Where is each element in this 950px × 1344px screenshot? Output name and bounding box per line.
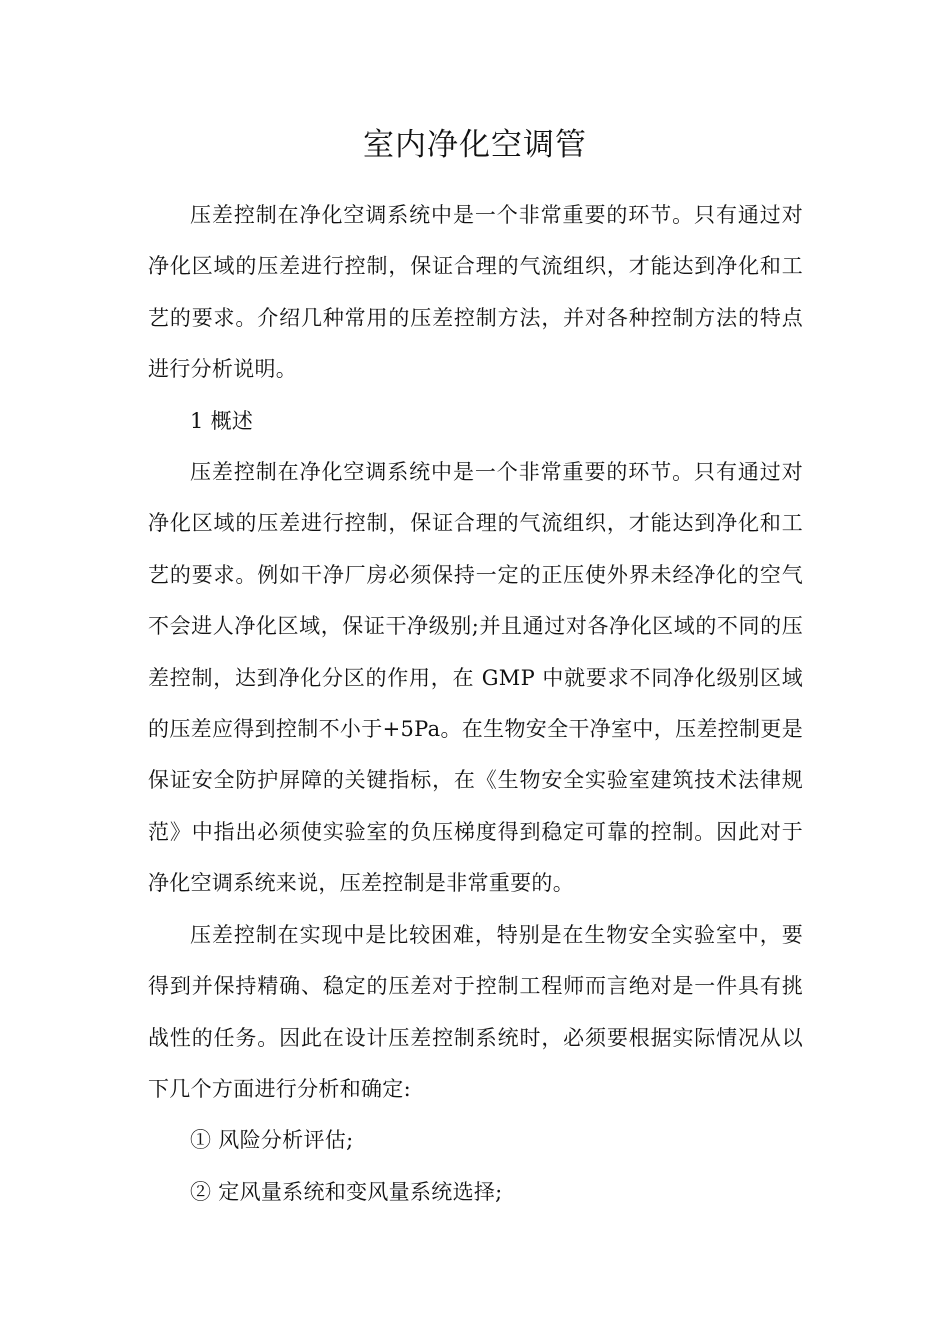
overview-paragraph: 压差控制在净化空调系统中是一个非常重要的环节。只有通过对净化区域的压差进行控制，保证合理的气流组织，才能达到净化和工艺的要求。例如干净厂房必须保持一定的正压使外界未经净化的空气不会进人净化区域，保证干净级别;并且通过对各净化区域的不同的压差控制，达到净化分区的作用，在 GMP 中就要求不同净化级别区域的压差应得到控制不小于+5Pa。在生物安全干净室中，压差控制更是保证安全防护屏障的关键指标，在《生物安全实验室建筑技术法律规范》中指出必须使实验室的负压梯度得到稳定可靠的控制。因此对于净化空调系统来说，压差控制是非常重要的。 [148, 460, 803, 896]
section-heading-overview: 1 概述 [190, 408, 254, 433]
intro-paragraph: 压差控制在净化空调系统中是一个非常重要的环节。只有通过对净化区域的压差进行控制，保证合理的气流组织，才能达到净化和工艺的要求。介绍几种常用的压差控制方法，并对各种控制方法的特点进行分析说明。 [148, 203, 803, 382]
list-item-airflow-system: ② 定风量系统和变风量系统选择; [190, 1179, 503, 1204]
difficulty-paragraph: 压差控制在实现中是比较困难，特别是在生物安全实验室中，要得到并保持精确、稳定的压差对于控制工程师而言绝对是一件具有挑战性的任务。因此在设计压差控制系统时，必须要根据实际情况从以下几个方面进行分析和确定: [148, 922, 803, 1101]
list-item-risk-assessment: ① 风险分析评估; [190, 1128, 354, 1153]
document-body [148, 190, 803, 1218]
document-title: 室内净化空调管 [363, 127, 587, 163]
